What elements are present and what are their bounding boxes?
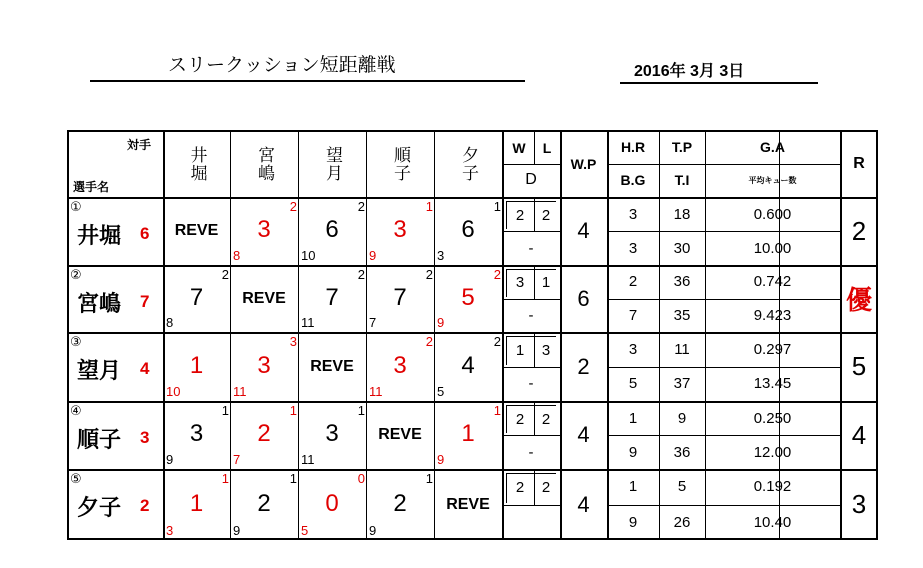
win-points-value: 4 — [577, 218, 590, 243]
match-innings: 11 — [301, 452, 315, 467]
general-average-value: 0.192 — [753, 478, 792, 496]
match-points: 1 — [357, 403, 365, 418]
match-innings: 8 — [166, 315, 174, 330]
general-average-value: 0.297 — [753, 340, 792, 358]
wins-value: 2 — [515, 206, 525, 224]
header-r: R — [853, 154, 865, 172]
match-innings: 9 — [369, 248, 377, 263]
average-cue-count-value: 10.40 — [753, 513, 792, 531]
corner-opponent-label: 対手 — [127, 138, 152, 152]
match-innings: 5 — [301, 523, 309, 538]
match-innings: 11 — [233, 384, 247, 399]
date-underline — [620, 82, 818, 84]
match-score: 7 — [325, 283, 339, 311]
reve-cell: REVE — [378, 426, 422, 443]
match-score: 0 — [325, 489, 339, 517]
losses-value: 2 — [541, 206, 551, 224]
match-innings: 5 — [437, 384, 445, 399]
opponent-header-1: 井堀 — [186, 145, 207, 182]
losses-value: 1 — [541, 274, 551, 292]
match-score: 2 — [393, 489, 407, 517]
match-score: 2 — [257, 420, 271, 447]
reve-cell: REVE — [242, 289, 286, 307]
draws-value: - — [528, 443, 534, 461]
draws-value: - — [528, 239, 534, 257]
wins-value: 1 — [515, 341, 525, 359]
header-ga-sub: 平均キュー数 — [748, 175, 797, 185]
player-score: 3 — [140, 428, 150, 447]
general-average-value: 0.742 — [753, 273, 792, 291]
total-innings-value: 30 — [673, 239, 691, 257]
col-divider — [534, 130, 535, 164]
score-table — [67, 130, 878, 540]
match-score: 5 — [461, 283, 475, 311]
match-innings: 9 — [437, 315, 445, 330]
match-points: 2 — [493, 267, 501, 282]
match-innings: 3 — [437, 248, 445, 263]
match-score: 3 — [189, 420, 204, 447]
high-run-value: 3 — [628, 205, 638, 223]
high-run-value: 1 — [628, 478, 638, 496]
player-number: ⑤ — [70, 472, 82, 487]
losses-value: 3 — [541, 341, 551, 359]
page-title: スリークッション短距離戦 — [168, 54, 396, 76]
match-innings: 8 — [233, 248, 241, 263]
player-name: 井堀 — [77, 224, 122, 249]
opponent-header-2: 宮嶋 — [254, 145, 274, 182]
match-innings: 10 — [301, 248, 316, 263]
win-points-value: 4 — [577, 422, 590, 447]
match-points: 1 — [221, 403, 229, 418]
match-points: 1 — [289, 403, 297, 418]
losses-value: 2 — [541, 479, 551, 497]
opponent-header-3: 望月 — [322, 145, 342, 182]
best-game-value: 9 — [628, 443, 638, 461]
rank-value: 3 — [851, 489, 867, 519]
match-points: 2 — [289, 199, 297, 214]
average-cue-count-value: 12.00 — [753, 443, 792, 461]
player-score: 7 — [140, 292, 150, 311]
high-run-value: 3 — [628, 340, 638, 358]
match-points: 2 — [425, 267, 433, 282]
high-run-value: 2 — [628, 273, 638, 291]
wins-value: 3 — [515, 274, 525, 292]
match-score: 6 — [325, 216, 339, 243]
match-score: 6 — [461, 216, 475, 243]
player-number: ④ — [70, 404, 82, 419]
player-score: 4 — [140, 359, 150, 378]
match-points: 1 — [425, 199, 433, 214]
total-points-value: 18 — [673, 205, 691, 223]
table-border — [67, 130, 69, 540]
header-bg: B.G — [620, 172, 646, 189]
match-innings: 3 — [166, 523, 174, 538]
match-points: 1 — [493, 403, 501, 418]
header-w: W — [512, 139, 526, 156]
match-score: 7 — [393, 283, 407, 311]
row-half-divider — [502, 505, 560, 506]
match-points: 3 — [289, 334, 297, 349]
total-points-value: 36 — [673, 273, 691, 291]
title-underline — [90, 80, 525, 82]
best-game-value: 5 — [628, 375, 638, 393]
reve-cell: REVE — [446, 495, 490, 513]
header-hr: H.R — [620, 138, 646, 155]
header-ga: G.A — [760, 138, 785, 155]
opponent-header-5: 夕子 — [458, 145, 478, 182]
header-tp: T.P — [671, 138, 693, 155]
total-innings-value: 36 — [673, 443, 691, 461]
total-innings-value: 26 — [673, 513, 691, 531]
corner-player-label: 選手名 — [73, 180, 110, 194]
match-points: 2 — [357, 267, 365, 282]
total-innings-value: 35 — [673, 306, 691, 324]
player-name: 順子 — [77, 428, 122, 453]
match-points: 1 — [221, 471, 229, 486]
match-innings: 9 — [369, 523, 377, 538]
match-score: 2 — [257, 489, 271, 517]
match-points: 1 — [493, 199, 501, 214]
player-name: 宮嶋 — [77, 292, 122, 317]
match-score: 1 — [461, 420, 475, 447]
wins-value: 2 — [515, 479, 525, 497]
match-innings: 7 — [369, 315, 377, 330]
general-average-value: 0.600 — [753, 205, 792, 223]
match-score: 3 — [257, 216, 271, 243]
match-innings: 11 — [301, 315, 315, 330]
total-points-value: 5 — [677, 478, 687, 496]
high-run-value: 1 — [628, 409, 638, 427]
header-ti: T.I — [674, 172, 690, 189]
average-cue-count-value: 9.423 — [753, 306, 792, 324]
match-score: 1 — [189, 489, 204, 517]
win-points-value: 6 — [577, 285, 590, 311]
rank-value: 5 — [851, 351, 867, 381]
opponent-header-4: 順子 — [390, 145, 410, 182]
total-points-value: 11 — [674, 340, 690, 358]
total-points-value: 9 — [677, 409, 687, 427]
match-score: 3 — [325, 420, 339, 447]
match-innings: 7 — [233, 452, 241, 467]
draws-value: - — [528, 375, 534, 393]
losses-value: 2 — [541, 410, 551, 428]
player-name: 望月 — [77, 359, 122, 384]
rank-value: 優 — [845, 285, 872, 315]
rank-value: 2 — [851, 215, 867, 246]
player-score: 2 — [140, 496, 150, 515]
average-cue-count-value: 10.00 — [753, 239, 792, 257]
draws-value: - — [528, 306, 534, 324]
best-game-value: 9 — [628, 513, 638, 531]
general-average-value: 0.250 — [753, 409, 792, 427]
win-points-value: 2 — [577, 353, 590, 379]
match-score: 1 — [189, 351, 204, 379]
match-score: 3 — [257, 351, 271, 379]
rank-value: 4 — [851, 419, 867, 450]
match-score: 3 — [393, 216, 407, 243]
match-innings: 9 — [233, 523, 241, 538]
match-points: 2 — [357, 199, 365, 214]
match-points: 0 — [357, 471, 365, 486]
header-l: L — [542, 139, 552, 156]
match-points: 1 — [425, 471, 433, 486]
match-points: 2 — [425, 334, 433, 349]
match-innings: 11 — [369, 384, 383, 399]
reve-cell: REVE — [174, 222, 219, 239]
match-date: 2016年 3月 3日 — [634, 63, 745, 80]
match-score: 3 — [393, 351, 407, 379]
best-game-value: 7 — [628, 306, 638, 324]
match-innings: 9 — [437, 452, 445, 467]
win-points-value: 4 — [577, 491, 590, 517]
player-number: ② — [70, 268, 82, 283]
match-points: 1 — [289, 471, 297, 486]
match-innings: 9 — [166, 452, 174, 467]
match-points: 2 — [221, 267, 229, 282]
player-name: 夕子 — [77, 496, 122, 521]
average-cue-count-value: 13.45 — [753, 375, 792, 393]
wins-value: 2 — [515, 410, 525, 428]
player-number: ③ — [70, 335, 82, 350]
player-number: ① — [70, 200, 82, 215]
match-innings: 10 — [166, 384, 181, 399]
header-wp: W.P — [570, 155, 597, 172]
header-d: D — [525, 171, 537, 189]
player-score: 6 — [140, 224, 150, 243]
match-score: 7 — [189, 283, 204, 311]
total-innings-value: 37 — [673, 375, 691, 393]
match-points: 2 — [493, 334, 501, 349]
best-game-value: 3 — [628, 239, 638, 257]
reve-cell: REVE — [310, 357, 354, 375]
match-score: 4 — [461, 351, 475, 379]
